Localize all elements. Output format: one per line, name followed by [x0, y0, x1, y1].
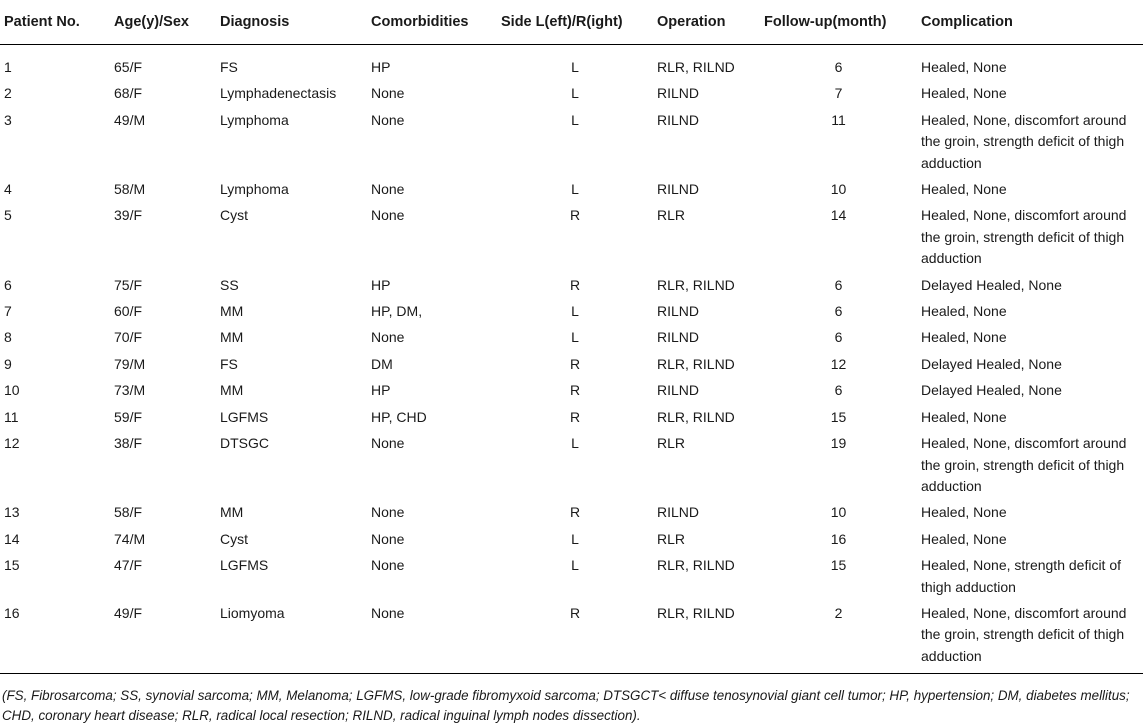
cell-patient-no: 11 — [4, 408, 19, 425]
cell-complication: Delayed Healed, None — [921, 382, 1062, 399]
cell-diagnosis: MM — [220, 303, 244, 320]
cell-operation: RLR — [657, 207, 686, 224]
cell-diagnosis: SS — [220, 276, 239, 293]
cell-complication: Healed, None — [921, 303, 1007, 320]
cell-age-sex: 49/M — [114, 111, 146, 128]
cell-comorbidities: None — [371, 435, 405, 452]
cell-operation: RLR, RILND — [657, 408, 735, 425]
cell-diagnosis: LGFMS — [220, 557, 269, 574]
cell-operation: RILND — [657, 303, 700, 320]
cell-comorbidities: None — [367, 603, 497, 674]
cell-follow-up: 15 — [830, 408, 847, 425]
cell-follow-up: 2 — [760, 603, 917, 674]
cell-age-sex: 68/F — [114, 85, 143, 102]
table-row — [0, 529, 1143, 555]
cell-diagnosis: LGFMS — [220, 408, 269, 425]
cell-operation: RLR, RILND — [657, 59, 735, 75]
cell-side: R — [569, 276, 581, 293]
cell-patient-no: 5 — [4, 207, 12, 224]
table-row — [0, 205, 1143, 274]
cell-follow-up: 10 — [830, 504, 847, 521]
table-row — [0, 110, 1143, 179]
table-row — [0, 407, 1143, 433]
cell-complication: Healed, None — [921, 408, 1007, 425]
cell-side: L — [571, 111, 579, 128]
cell-patient-no: 10 — [4, 382, 20, 399]
cell-side: R — [569, 504, 581, 521]
cell-operation: RILND — [657, 85, 700, 102]
cell-patient-no: 8 — [4, 329, 12, 346]
cell-operation: RILND — [657, 181, 700, 198]
cell-age-sex: 58/F — [114, 504, 143, 521]
cell-follow-up: 15 — [830, 557, 847, 574]
cell-diagnosis: Cyst — [220, 207, 248, 224]
cell-patient-no: 13 — [4, 504, 20, 521]
cell-comorbidities: HP — [371, 382, 391, 399]
table-row — [0, 380, 1143, 406]
cell-diagnosis: DTSGC — [220, 435, 269, 452]
cell-age-sex: 70/F — [114, 329, 143, 346]
cell-comorbidities: HP, CHD — [371, 408, 427, 425]
header-operation: Operation — [653, 0, 760, 45]
cell-operation: RLR, RILND — [657, 276, 735, 293]
table-row — [0, 45, 1143, 84]
cell-complication: Healed, None, discomfort around the groin, strength deficit of thigh adduction — [921, 435, 1127, 494]
cell-side: L — [571, 181, 579, 198]
cell-complication: Delayed Healed, None — [921, 355, 1062, 372]
cell-age-sex: 74/M — [114, 530, 146, 547]
table-row — [0, 603, 1143, 674]
table-body — [0, 45, 1143, 674]
cell-complication: Healed, None — [921, 504, 1007, 521]
table-row — [0, 354, 1143, 380]
cell-comorbidities: None — [371, 85, 405, 102]
cell-comorbidities: None — [371, 111, 405, 128]
cell-side: L — [571, 85, 579, 102]
cell-operation: RILND — [657, 111, 700, 128]
table-header — [0, 0, 1143, 45]
cell-operation: RILND — [657, 329, 700, 346]
cell-follow-up: 11 — [831, 111, 846, 128]
cell-diagnosis: Lymphadenectasis — [220, 85, 337, 102]
cell-side: R — [569, 207, 581, 224]
cell-age-sex: 49/F — [110, 603, 216, 674]
cell-side: R — [569, 382, 581, 399]
table-row — [0, 275, 1143, 301]
cell-diagnosis: MM — [220, 504, 244, 521]
cell-operation: RILND — [657, 504, 700, 521]
cell-complication: Healed, None — [921, 181, 1007, 198]
cell-side: L — [571, 557, 579, 574]
cell-operation: RLR, RILND — [657, 557, 735, 574]
cell-complication: Healed, None, discomfort around the groin, strength deficit of thigh adduction — [921, 111, 1127, 171]
cell-age-sex: 47/F — [114, 557, 143, 574]
header-comorbidities: Comorbidities — [367, 0, 497, 45]
cell-follow-up: 6 — [834, 59, 843, 75]
table-row — [0, 433, 1143, 502]
cell-age-sex: 65/F — [114, 59, 143, 75]
cell-diagnosis: MM — [220, 382, 244, 399]
cell-follow-up: 10 — [830, 181, 847, 198]
cell-follow-up: 7 — [834, 85, 843, 102]
cell-operation: RLR — [657, 530, 686, 547]
cell-patient-no: 1 — [4, 59, 12, 75]
cell-follow-up: 16 — [830, 530, 847, 547]
cell-follow-up: 12 — [830, 355, 847, 372]
header-diagnosis: Diagnosis — [216, 0, 367, 45]
cell-comorbidities: None — [371, 329, 405, 346]
cell-age-sex: 58/M — [114, 181, 146, 198]
table-row — [0, 555, 1143, 603]
cell-side: R — [569, 355, 581, 372]
cell-follow-up: 19 — [830, 435, 847, 452]
cell-diagnosis: Liomyoma — [216, 603, 367, 674]
cell-patient-no: 6 — [4, 276, 12, 293]
cell-age-sex: 79/M — [114, 355, 146, 372]
cell-diagnosis: MM — [220, 329, 244, 346]
cell-complication: Healed, None — [921, 329, 1007, 346]
cell-follow-up: 14 — [830, 207, 847, 224]
header-complication: Complication — [917, 0, 1143, 45]
cell-patient-no: 2 — [4, 85, 12, 102]
cell-side: R — [569, 408, 581, 425]
table-row — [0, 502, 1143, 528]
table-row — [0, 83, 1143, 109]
cell-follow-up: 6 — [834, 329, 843, 346]
cell-complication: Healed, None, discomfort around the groin, strength deficit of thigh adduction — [921, 207, 1127, 267]
cell-comorbidities: HP — [371, 276, 391, 293]
cell-comorbidities: None — [371, 504, 405, 521]
cell-side: L — [571, 530, 579, 547]
cell-comorbidities: None — [371, 181, 405, 198]
cell-operation: RLR, RILND — [657, 355, 735, 372]
cell-side: L — [571, 59, 579, 75]
cell-comorbidities: None — [371, 530, 405, 547]
table-row — [0, 327, 1143, 353]
header-follow-up: Follow-up(month) — [760, 0, 917, 45]
cell-complication: Healed, None — [921, 59, 1007, 75]
cell-patient-no: 4 — [4, 181, 12, 198]
header-age-sex: Age(y)/Sex — [110, 0, 216, 45]
cell-operation: RLR — [657, 435, 686, 452]
cell-patient-no: 15 — [4, 557, 20, 574]
header-side: Side L(eft)/R(ight) — [497, 0, 653, 45]
cell-age-sex: 73/M — [114, 382, 146, 399]
cell-comorbidities: None — [371, 207, 405, 224]
cell-diagnosis: FS — [220, 355, 238, 372]
cell-patient-no: 12 — [4, 435, 20, 452]
table-row — [0, 179, 1143, 205]
cell-side: L — [571, 435, 579, 452]
cell-complication: Healed, None, strength deficit of thigh adduction — [921, 557, 1122, 595]
header-patient-no: Patient No. — [0, 0, 110, 45]
header-row — [0, 0, 1143, 45]
cell-complication: Healed, None — [921, 530, 1007, 547]
cell-age-sex: 59/F — [114, 408, 143, 425]
cell-comorbidities: HP — [371, 59, 391, 75]
cell-complication: Healed, None, discomfort around the groin, strength deficit of thigh adduction — [917, 603, 1143, 674]
cell-operation: RILND — [657, 382, 700, 399]
cell-complication: Healed, None — [921, 85, 1007, 102]
cell-comorbidities: DM — [371, 355, 393, 372]
cell-age-sex: 75/F — [114, 276, 143, 293]
cell-age-sex: 38/F — [114, 435, 143, 452]
cell-patient-no: 14 — [4, 530, 20, 547]
cell-diagnosis: Cyst — [220, 530, 248, 547]
cell-patient-no: 3 — [4, 111, 12, 128]
cell-follow-up: 6 — [834, 276, 843, 293]
cell-diagnosis: Lymphoma — [220, 111, 289, 128]
table-row — [0, 301, 1143, 327]
cell-diagnosis: FS — [220, 59, 238, 75]
cell-patient-no: 7 — [4, 303, 12, 320]
cell-follow-up: 6 — [834, 303, 843, 320]
cell-age-sex: 60/F — [114, 303, 143, 320]
cell-patient-no: 16 — [0, 603, 110, 674]
cell-comorbidities: None — [371, 557, 405, 574]
cell-side: R — [497, 603, 653, 674]
cell-follow-up: 6 — [834, 382, 843, 399]
cell-side: L — [571, 329, 579, 346]
cell-operation: RLR, RILND — [653, 603, 760, 674]
cell-patient-no: 9 — [4, 355, 12, 372]
cell-comorbidities: HP, DM, — [371, 303, 423, 320]
table-footnote: (FS, Fibrosarcoma; SS, synovial sarcoma; MM, Melanoma; LGFMS, low-grade fibromyxoid sarcoma; DTSGCT< diffuse tenosynovial giant cell tumor; HP, hypertension; DM, diabetes mellitus; CHD, coronary heart disease; RLR, radical local resection; RILND, radical inguinal lymph nodes dissection). — [2, 688, 1130, 723]
cell-age-sex: 39/F — [114, 207, 143, 224]
cell-complication: Delayed Healed, None — [921, 276, 1062, 293]
cell-side: L — [571, 303, 579, 320]
cell-diagnosis: Lymphoma — [220, 181, 289, 198]
